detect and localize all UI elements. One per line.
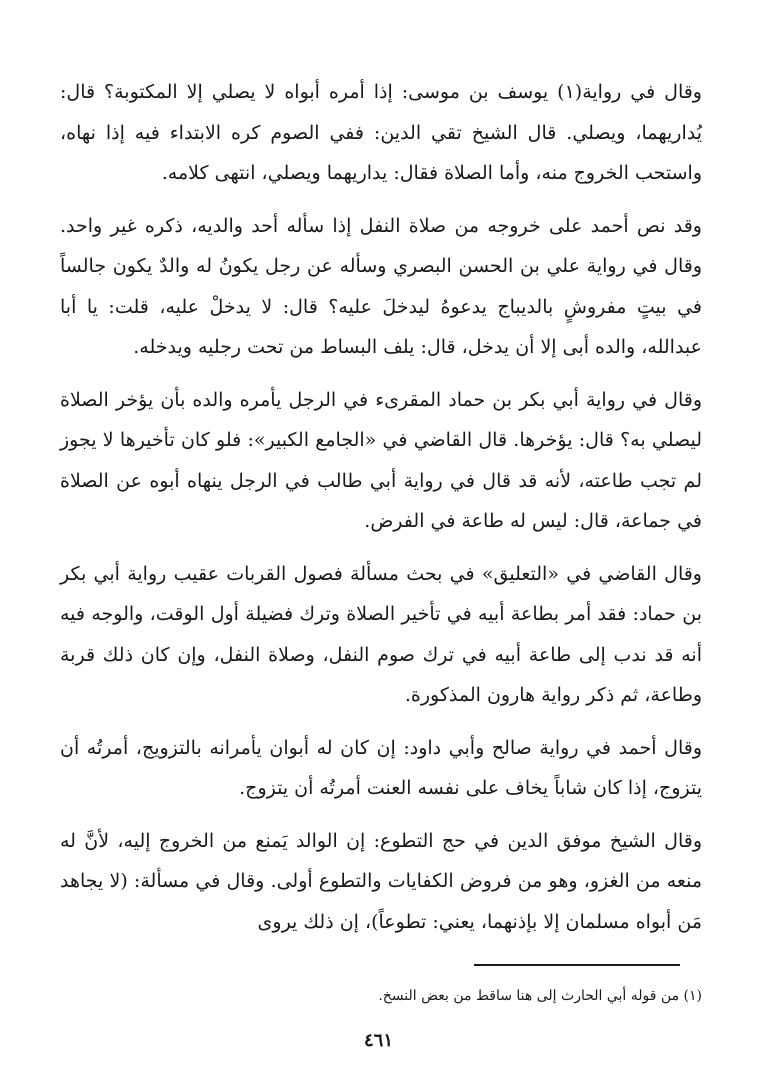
footnote: (١) من قوله أبي الحارث إلى هنا ساقط من بعض النسخ.: [378, 988, 702, 1004]
paragraph-2: وقد نص أحمد على خروجه من صلاة النفل إذا سأله أحد والديه، ذكره غير واحد. وقال في رواية علي بن الحسن البصري وسأله عن رجل يكونُ له والدٌ يكون جالساً في بيتٍ مفروشٍ بالديباج يدعوهُ ليدخلَ عليه؟ قال: لا يدخلْ عليه، قلت: يا أبا عبدالله، والده أبى إلا أن يدخل، قال: يلف البساط من تحت رجليه ويدخله.: [60, 214, 702, 358]
paragraph-1: وقال في رواية(١) يوسف بن موسى: إذا أمره أبواه لا يصلي إلا المكتوبة؟ قال: يُداريهما، ويصلي. قال الشيخ تقي الدين: ففي الصوم كره الابتداء فيه إذا نهاه، واستحب الخروج منه، وأما الصلاة فقال: يداريهما ويصلي، انتهى كلامه.: [60, 81, 702, 184]
page-number: ٤٦١: [363, 1030, 393, 1051]
page-body: [60, 72, 702, 954]
paragraph-3: وقال في رواية أبي بكر بن حماد المقرىء في الرجل يأمره والده بأن يؤخر الصلاة ليصلي به؟ قال: يؤخرها. قال القاضي في «الجامع الكبير»: فلو كان تأخيرها لا يجوز لم تجب طاعته، لأنه قد قال في رواية أبي طالب في الرجل ينهاه أبوه عن الصلاة في جماعة، قال: ليس له طاعة في الفرض.: [60, 388, 702, 532]
footnote-separator: [474, 964, 680, 966]
paragraph-4: وقال القاضي في «التعليق» في بحث مسألة فصول القربات عقيب رواية أبي بكر بن حماد: فقد أمر بطاعة أبيه في تأخير الصلاة وترك فضيلة أول الوقت، والوجه فيه أنه قد ندب إلى طاعة أبيه في ترك صوم النفل، وصلاة النفل، وإن كان ذلك قربة وطاعة، ثم ذكر رواية هارون المذكورة.: [60, 562, 702, 706]
paragraph-6: وقال الشيخ موفق الدين في حج التطوع: إن الوالد يَمنع من الخروج إليه، لأنَّ له منعه من الغزو، وهو من فروض الكفايات والتطوع أولى. وقال في مسألة: (لا يجاهد مَن أبواه مسلمان إلا بإذنهما، يعني: تطوعاً)، إن ذلك يروى: [60, 829, 702, 933]
paragraph-5: وقال أحمد في رواية صالح وأبي داود: إن كان له أبوان يأمرانه بالتزويج، أمرتُه أن يتزوج، إذا كان شاباً يخاف على نفسه العنت أمرتُه أن يتزوج.: [60, 736, 702, 799]
